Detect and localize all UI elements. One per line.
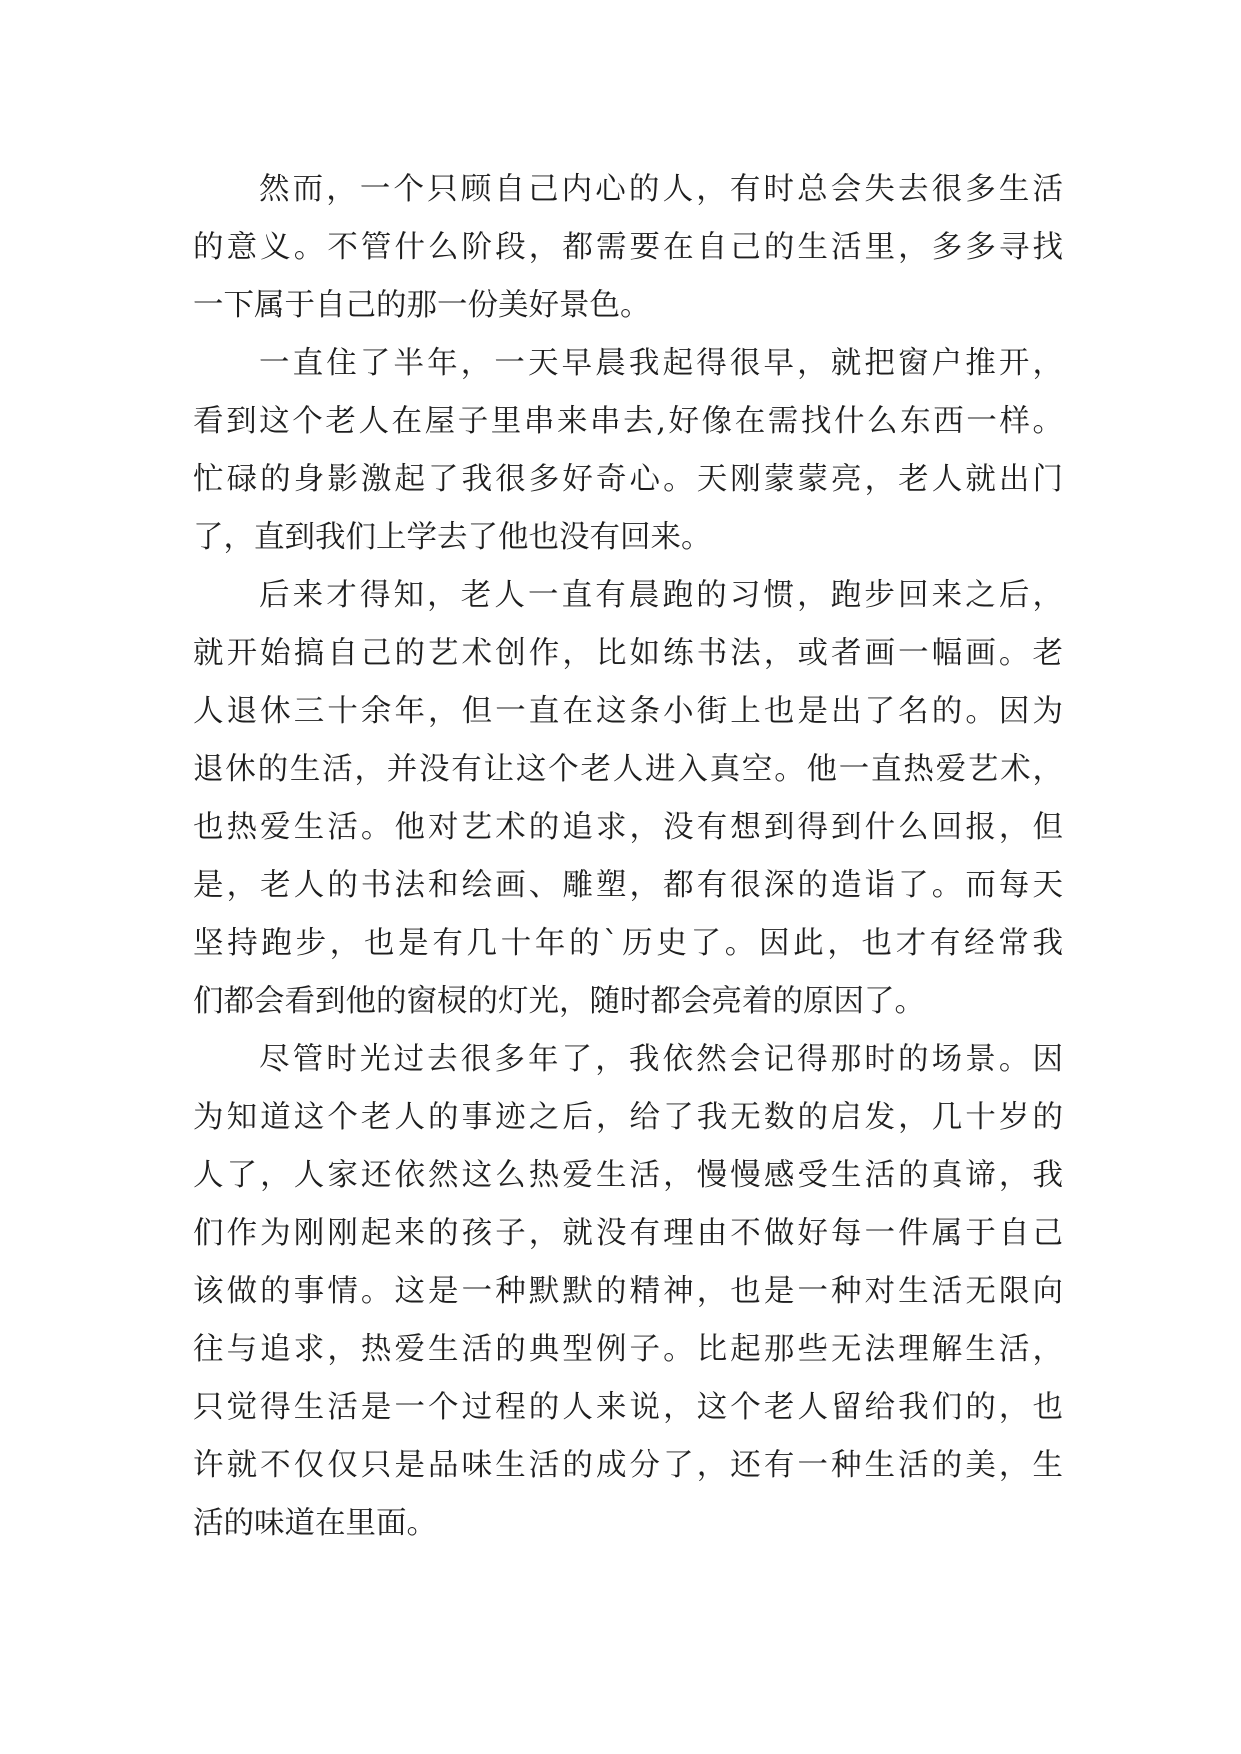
text-line: 一直住了半年，一天早晨我起得很早，就把窗户推开，: [259, 346, 1063, 381]
text-line: 人退休三十余年，但一直在这条小街上也是出了名的。因为: [193, 694, 1063, 729]
text-line: 是，老人的书法和绘画、雕塑，都有很深的造诣了。而每天: [193, 868, 1063, 903]
text-line: 往与追求，热爱生活的典型例子。比起那些无法理解生活，: [193, 1332, 1063, 1367]
text-line: 忙碌的身影激起了我很多好奇心。天刚蒙蒙亮，老人就出门: [193, 462, 1063, 497]
text-line: 后来才得知，老人一直有晨跑的习惯，跑步回来之后，: [259, 578, 1063, 613]
text-line: 人了，人家还依然这么热爱生活，慢慢感受生活的真谛，我: [193, 1158, 1063, 1193]
text-line: 就开始搞自己的艺术创作，比如练书法，或者画一幅画。老: [193, 636, 1063, 671]
text-line: 也热爱生活。他对艺术的追求，没有想到得到什么回报，但: [193, 810, 1063, 845]
text-line: 尽管时光过去很多年了，我依然会记得那时的场景。因: [259, 1042, 1063, 1077]
text-line: 退休的生活，并没有让这个老人进入真空。他一直热爱艺术，: [193, 752, 1063, 787]
text-line: 许就不仅仅只是品味生活的成分了，还有一种生活的美，生: [193, 1448, 1063, 1483]
text-line: 活的味道在里面。: [193, 1506, 437, 1541]
text-line: 只觉得生活是一个过程的人来说，这个老人留给我们的，也: [193, 1390, 1063, 1425]
text-line: 为知道这个老人的事迹之后，给了我无数的启发，几十岁的: [193, 1100, 1063, 1135]
text-line: 该做的事情。这是一种默默的精神，也是一种对生活无限向: [193, 1274, 1063, 1309]
text-line: 了，直到我们上学去了他也没有回来。: [193, 520, 712, 555]
paragraph-2: [193, 335, 1063, 567]
text-line: 一下属于自己的那一份美好景色。: [193, 288, 651, 323]
text-line: 们作为刚刚起来的孩子，就没有理由不做好每一件属于自己: [193, 1216, 1063, 1251]
text-line: 的意义。不管什么阶段，都需要在自己的生活里，多多寻找: [193, 230, 1063, 265]
text-line: 看到这个老人在屋子里串来串去,好像在需找什么东西一样。: [193, 404, 1063, 439]
paragraph-3: [193, 567, 1063, 1031]
paragraph-4: [193, 1031, 1063, 1553]
text-line: 然而，一个只顾自己内心的人，有时总会失去很多生活: [259, 172, 1063, 207]
text-line: 坚持跑步，也是有几十年的`历史了。因此，也才有经常我: [193, 926, 1063, 961]
document-body: [193, 161, 1063, 1553]
paragraph-1: [193, 161, 1063, 335]
text-line: 们都会看到他的窗棂的灯光，随时都会亮着的原因了。: [193, 984, 925, 1019]
